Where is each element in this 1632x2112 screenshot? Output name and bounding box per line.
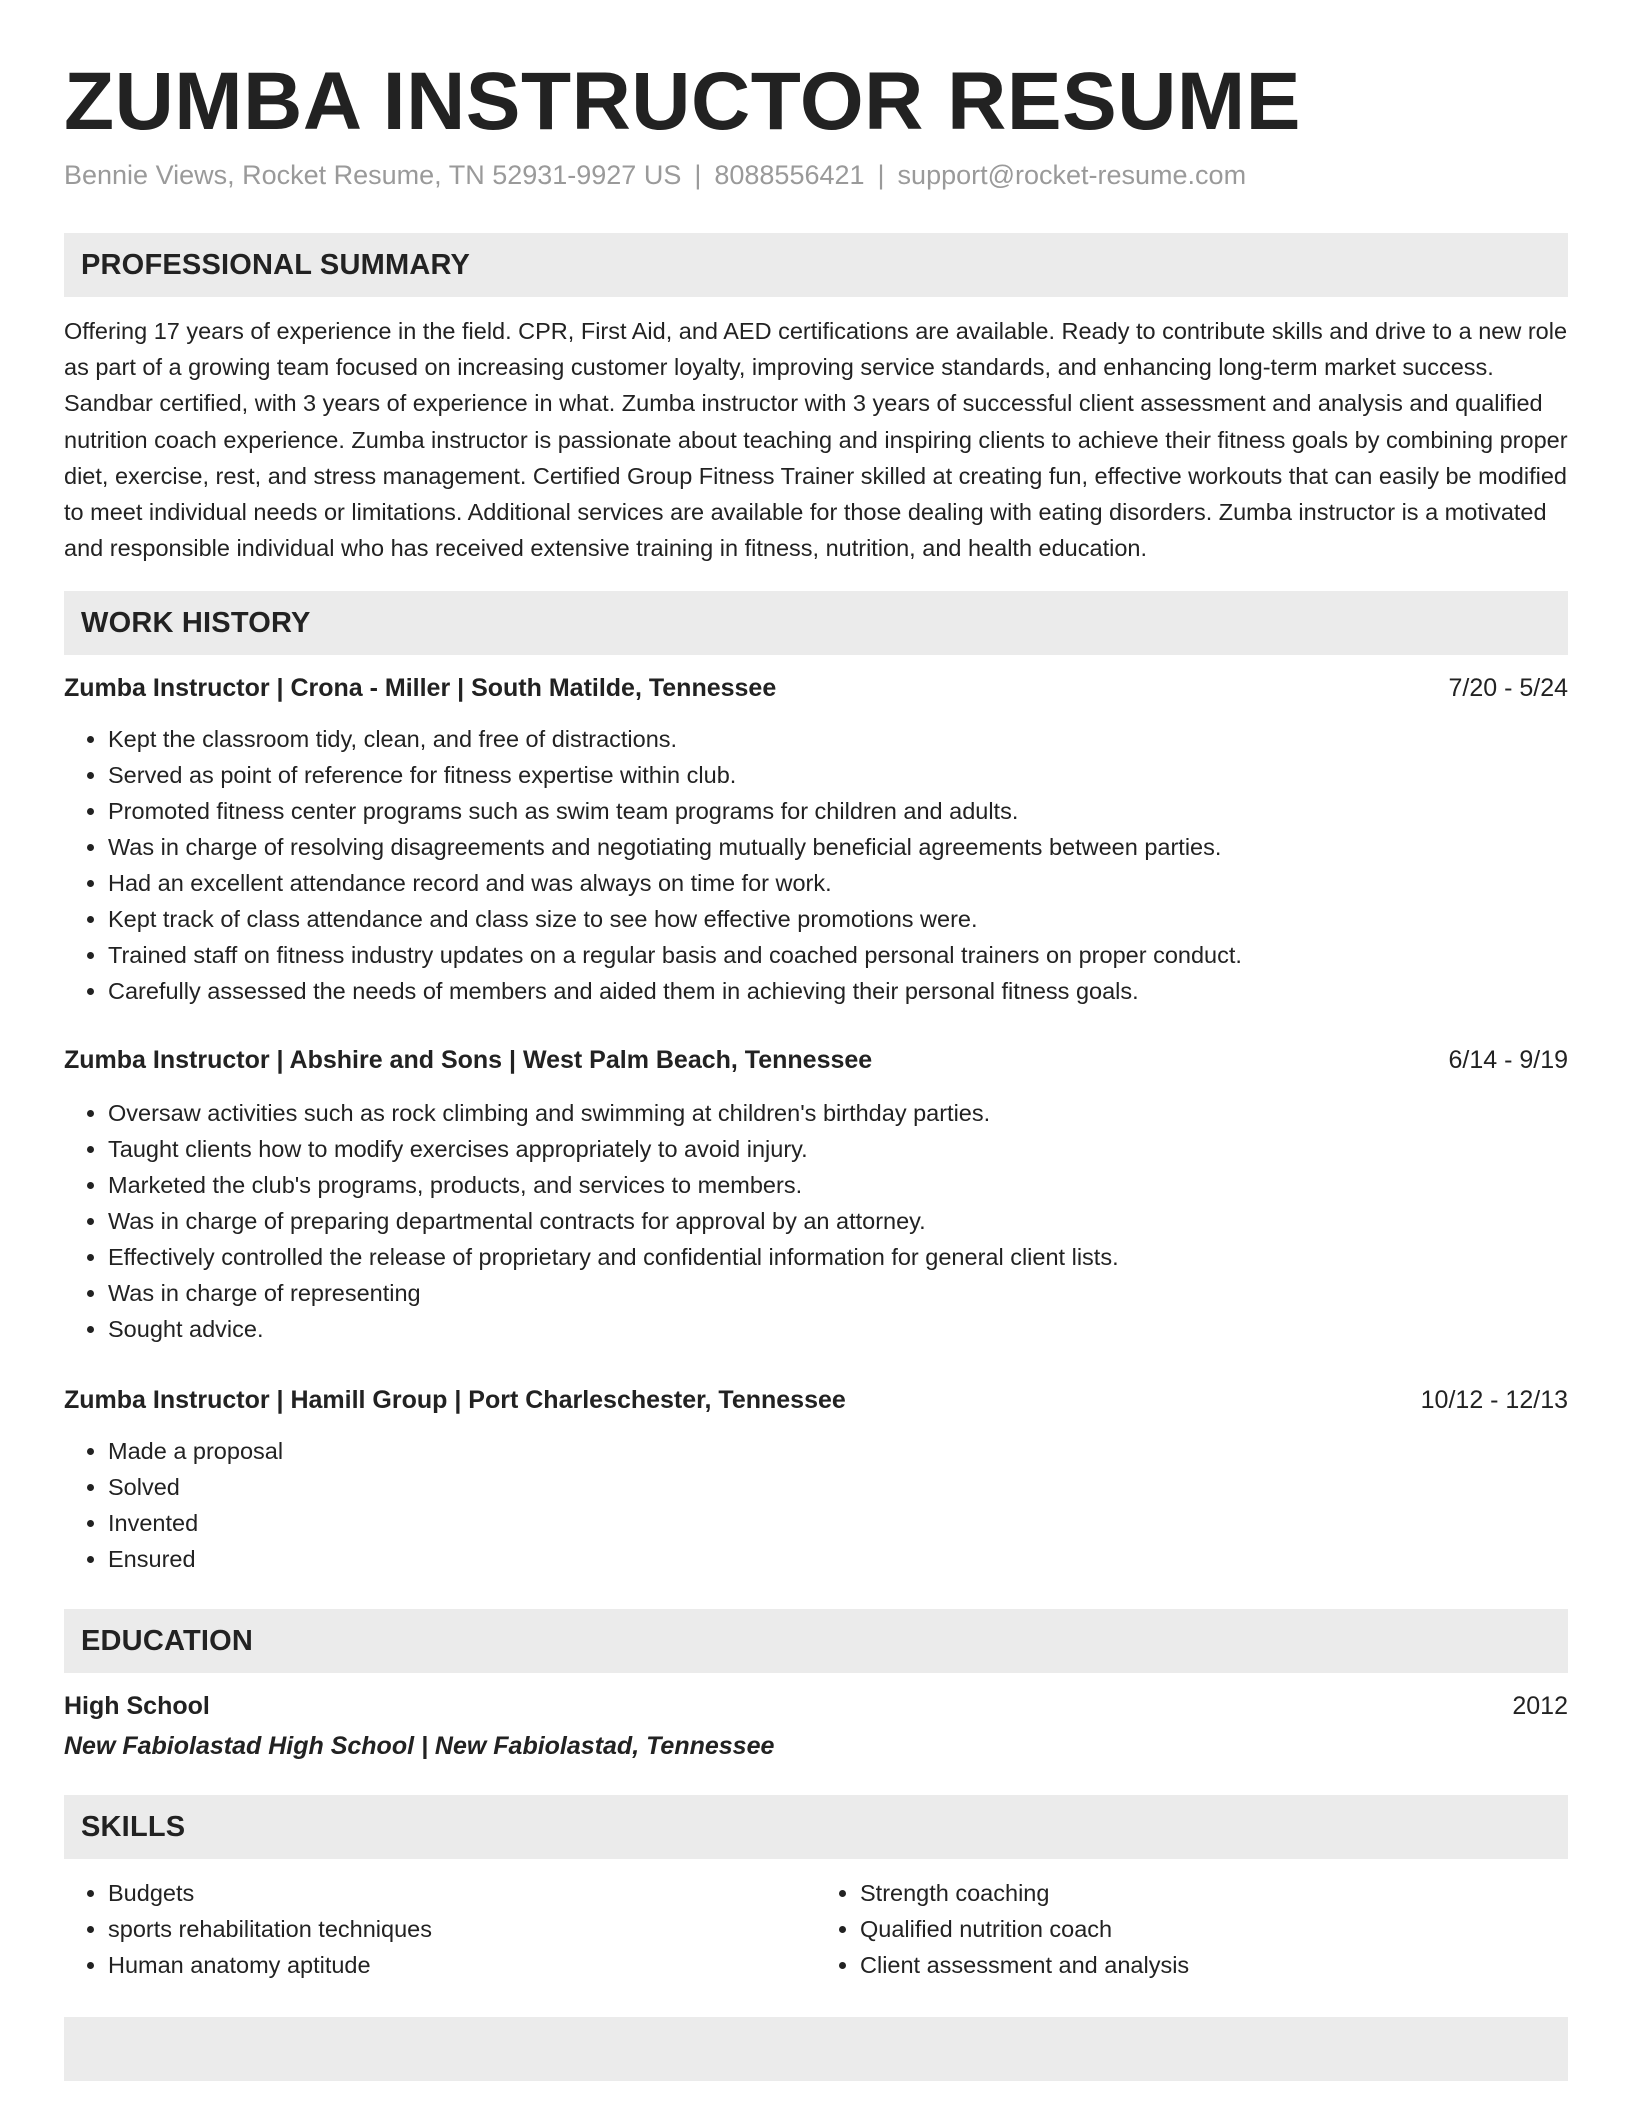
- resume-page: [64, 0, 1568, 2081]
- skill-item: • Qualified nutrition coach: [860, 1911, 1568, 1947]
- job-header: [64, 1043, 1568, 1077]
- job-bullets: [64, 1095, 1568, 1347]
- job-bullet: • Marketed the club's programs, products, and services to members.: [108, 1167, 1568, 1203]
- education-school: New Fabiolastad High School | New Fabiolastad, Tennessee: [64, 1732, 775, 1761]
- job-bullets: [64, 1433, 1568, 1577]
- education-year: 2012: [1512, 1692, 1568, 1721]
- skill-item: • Budgets: [108, 1875, 816, 1911]
- education-header: [64, 1689, 1568, 1723]
- skill-item: • sports rehabilitation techniques: [108, 1911, 816, 1947]
- job-bullet: • Was in charge of preparing departmental contracts for approval by an attorney.: [108, 1203, 1568, 1239]
- job-bullet: • Was in charge of resolving disagreements and negotiating mutually beneficial agreements between parties.: [108, 829, 1568, 865]
- contact-line: [64, 158, 1568, 192]
- education-entry: [64, 1689, 1568, 1763]
- job-bullet: • Invented: [108, 1505, 1568, 1541]
- job-entry: [64, 1383, 1568, 1577]
- contact-separator: |: [877, 160, 885, 190]
- section-heading-education: EDUCATION: [64, 1609, 1568, 1673]
- job-entry: [64, 1043, 1568, 1347]
- section-heading-summary: PROFESSIONAL SUMMARY: [64, 233, 1568, 297]
- job-title: Zumba Instructor | Hamill Group | Port Charleschester, Tennessee: [64, 1386, 846, 1415]
- job-bullet: • Kept the classroom tidy, clean, and free of distractions.: [108, 721, 1568, 757]
- skills-list: [64, 1875, 1568, 1983]
- job-bullet: • Trained staff on fitness industry updates on a regular basis and coached personal trainers on proper conduct.: [108, 937, 1568, 973]
- skill-item: • Human anatomy aptitude: [108, 1947, 816, 1983]
- skills-column-left: [64, 1875, 816, 1983]
- job-bullet: • Oversaw activities such as rock climbing and swimming at children's birthday parties.: [108, 1095, 1568, 1131]
- job-bullet: • Promoted fitness center programs such as swim team programs for children and adults.: [108, 793, 1568, 829]
- job-bullet: • Taught clients how to modify exercises appropriately to avoid injury.: [108, 1131, 1568, 1167]
- contact-phone: 8088556421: [714, 160, 865, 190]
- job-bullet: • Had an excellent attendance record and was always on time for work.: [108, 865, 1568, 901]
- job-bullet: • Carefully assessed the needs of members and aided them in achieving their personal fitness goals.: [108, 973, 1568, 1009]
- resume-title: ZUMBA INSTRUCTOR RESUME: [64, 56, 1301, 147]
- job-header: [64, 671, 1568, 705]
- job-entry: [64, 671, 1568, 1009]
- section-heading-skills: SKILLS: [64, 1795, 1568, 1859]
- job-title: Zumba Instructor | Abshire and Sons | West Palm Beach, Tennessee: [64, 1046, 873, 1075]
- job-dates: 7/20 - 5/24: [1448, 674, 1568, 703]
- skill-item: • Strength coaching: [860, 1875, 1568, 1911]
- job-header: [64, 1383, 1568, 1417]
- contact-email: support@rocket-resume.com: [897, 160, 1247, 190]
- job-dates: 10/12 - 12/13: [1420, 1386, 1568, 1415]
- job-bullet: • Sought advice.: [108, 1311, 1568, 1347]
- job-bullet: • Ensured: [108, 1541, 1568, 1577]
- job-bullets: [64, 721, 1568, 1009]
- job-dates: 6/14 - 9/19: [1448, 1046, 1568, 1075]
- section-heading-work-history: WORK HISTORY: [64, 591, 1568, 655]
- job-bullet: • Kept track of class attendance and class size to see how effective promotions were.: [108, 901, 1568, 937]
- job-bullet: • Served as point of reference for fitness expertise within club.: [108, 757, 1568, 793]
- contact-address: Bennie Views, Rocket Resume, TN 52931-9927 US: [64, 160, 682, 190]
- summary-text: Offering 17 years of experience in the field. CPR, First Aid, and AED certifications are available. Ready to contribute skills and drive to a new role as part of a growing team focused on increasing customer loyalty, improving service standards, and enhancing long-term market success. Sandbar certified, with 3 years of experience in what. Zumba instructor with 3 years of successful client assessment and analysis and qualified nutrition coach experience. Zumba instructor is passionate about teaching and inspiring clients to achieve their fitness goals by combining proper diet, exercise, rest, and stress management. Certified Group Fitness Trainer skilled at creating fun, effective workouts that can easily be modified to meet individual needs or limitations. Additional services are available for those dealing with eating disorders. Zumba instructor is a motivated and responsible individual who has received extensive training in fitness, nutrition, and health education.: [64, 318, 1568, 562]
- job-bullet: • Made a proposal: [108, 1433, 1568, 1469]
- job-title: Zumba Instructor | Crona - Miller | South Matilde, Tennessee: [64, 674, 777, 703]
- education-degree: High School: [64, 1692, 210, 1721]
- section-heading-cutoff: [64, 2017, 1568, 2081]
- skill-item: • Client assessment and analysis: [860, 1947, 1568, 1983]
- job-bullet: • Effectively controlled the release of proprietary and confidential information for general client lists.: [108, 1239, 1568, 1275]
- job-bullet: • Solved: [108, 1469, 1568, 1505]
- skills-column-right: [816, 1875, 1568, 1983]
- job-bullet: • Was in charge of representing: [108, 1275, 1568, 1311]
- contact-separator: |: [694, 160, 702, 190]
